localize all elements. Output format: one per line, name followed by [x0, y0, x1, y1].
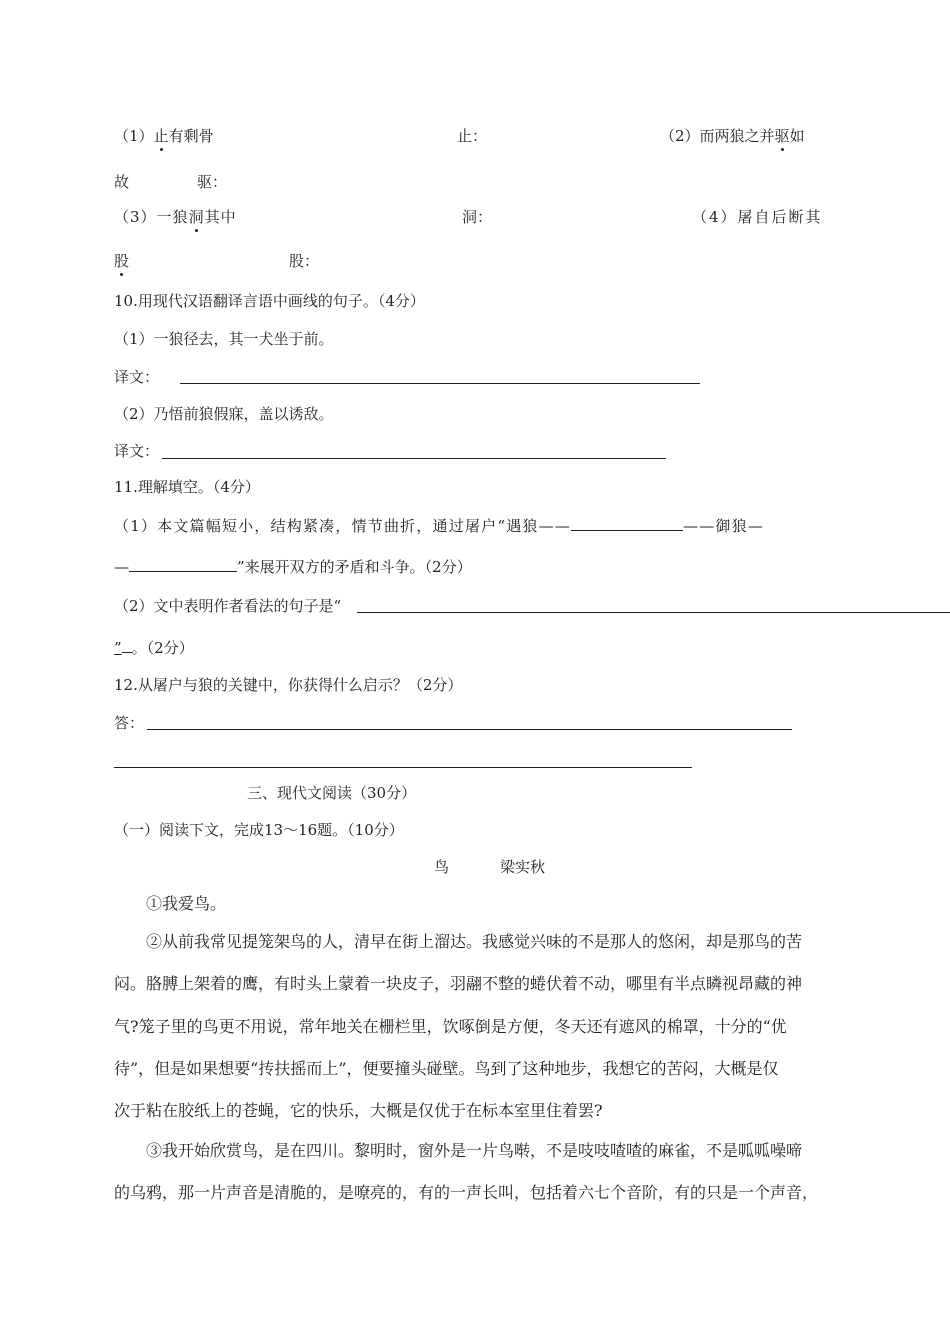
- item-number: （4）: [692, 208, 738, 226]
- paragraph-2-line-3: 气?笼子里的鸟更不用说，常年地关在栅栏里，饮啄倒是方便，冬天还有遮风的棉罩，十分的“优: [114, 1017, 787, 1036]
- q11-part2-line2: [114, 638, 194, 658]
- dotted-char: 洞: [188, 208, 205, 226]
- q10-title: 10.用现代汉语翻译言语中画线的句子。（4分）: [114, 292, 425, 310]
- q9-item4-answer-label: 股：: [289, 252, 320, 270]
- fill-text: 。（2分）: [131, 639, 194, 657]
- paragraph-2-line-4: 待”，但是如果想要“抟扶摇而上”，便要撞头碰壁。鸟到了这种地步，我想它的苦闷，大概是仅: [114, 1059, 779, 1078]
- item-text: 有剩骨: [168, 127, 214, 145]
- q11-part1-line1: [114, 516, 764, 536]
- q10-translation1-line[interactable]: [180, 383, 700, 384]
- q9-item1-answer-label: 止：: [457, 127, 488, 145]
- q10-translation2-line[interactable]: [162, 458, 666, 459]
- paragraph-3-line-2: 的乌鸦，那一片声音是清脆的，是嘹亮的，有的一声长叫，包括着六七个音阶，有的只是一个声音，: [114, 1183, 819, 1202]
- fill-blank-2[interactable]: [129, 557, 237, 572]
- item-number: （1）: [114, 127, 154, 145]
- fill-text: ”来展开双方的矛盾和斗争。（2分）: [237, 558, 472, 576]
- q11-title: 11.理解填空。（4分）: [114, 478, 260, 496]
- fill-text: —: [114, 558, 129, 576]
- q12-answer-label: 答：: [114, 714, 145, 732]
- fill-text: ——御狼—: [683, 517, 765, 535]
- paragraph-2-line-2: 闷。胳膊上架着的鹰，有时头上蒙着一块皮子，羽翮不整的蜷伏着不动，哪里有半点瞵视昂藏的神: [114, 974, 803, 993]
- q11-part2-line1: [114, 596, 341, 616]
- q12-title: 12.从屠户与狼的关键中，你获得什么启示？（2分）: [114, 676, 463, 694]
- q9-item2-cont: 故: [114, 173, 130, 191]
- paragraph-1: ①我爱鸟。: [146, 894, 227, 913]
- q9-item4: [692, 207, 823, 227]
- paragraph-2-line-1: ②从前我常见提笼架鸟的人，清早在街上溜达。我感觉兴味的不是那人的悠闲，却是那鸟的苦: [146, 932, 803, 951]
- q12-answer-line-2[interactable]: [114, 767, 692, 768]
- dotted-char: 驱: [774, 127, 790, 145]
- q9-item2-answer-label: 驱：: [197, 173, 228, 191]
- q9-item3-answer-label: 洞：: [462, 208, 493, 226]
- dotted-char: 股: [114, 252, 130, 270]
- item-text: 一狼: [156, 208, 189, 226]
- item-text: 屠自后断其: [737, 208, 823, 226]
- section-heading: 三、现代文阅读（30分）: [247, 784, 417, 802]
- q9-item3: [114, 207, 237, 227]
- fill-text: ”: [114, 639, 122, 657]
- q9-item4-cont: [114, 251, 129, 271]
- fill-blank-3[interactable]: [357, 612, 950, 613]
- paragraph-3-line-1: ③我开始欣赏鸟，是在四川。黎明时，窗外是一片鸟啭，不是吱吱喳喳的麻雀，不是呱呱噪啼: [146, 1141, 803, 1160]
- fill-blank-4[interactable]: [122, 638, 132, 653]
- item-text: 其中: [204, 208, 237, 226]
- item-number: （3）: [114, 208, 157, 226]
- item-number: （2）: [660, 127, 700, 145]
- paragraph-2-line-5: 次于粘在胶纸上的苍蝇，它的快乐，大概是仅优于在标本室里住着罢?: [114, 1101, 603, 1120]
- section-subheading: （一）阅读下文，完成13～16题。（10分）: [114, 821, 404, 839]
- q9-item2: [660, 126, 805, 146]
- article-author: 梁实秋: [500, 858, 546, 876]
- q10-translation2-label: 译文：: [114, 442, 160, 460]
- dotted-char: 止: [153, 127, 169, 145]
- q10-sentence2: （2）乃悟前狼假寐，盖以诱敌。: [114, 405, 334, 423]
- fill-text: （2）文中表明作者看法的句子是“: [114, 597, 342, 615]
- fill-text: （1）本文篇幅短小，结构紧凑，情节曲折，通过屠户“遇狼——: [114, 517, 572, 535]
- item-text: 而两狼之并: [699, 127, 775, 145]
- q10-sentence1: （1）一狼径去，其一犬坐于前。: [114, 330, 334, 348]
- fill-blank-1[interactable]: [571, 516, 683, 531]
- q11-part1-line2: [114, 557, 472, 577]
- q10-translation1-label: 译文：: [114, 368, 160, 386]
- q9-item1: [114, 126, 214, 146]
- item-text: 如: [789, 127, 805, 145]
- q12-answer-line-1[interactable]: [147, 729, 792, 730]
- article-title: 鸟: [434, 858, 450, 876]
